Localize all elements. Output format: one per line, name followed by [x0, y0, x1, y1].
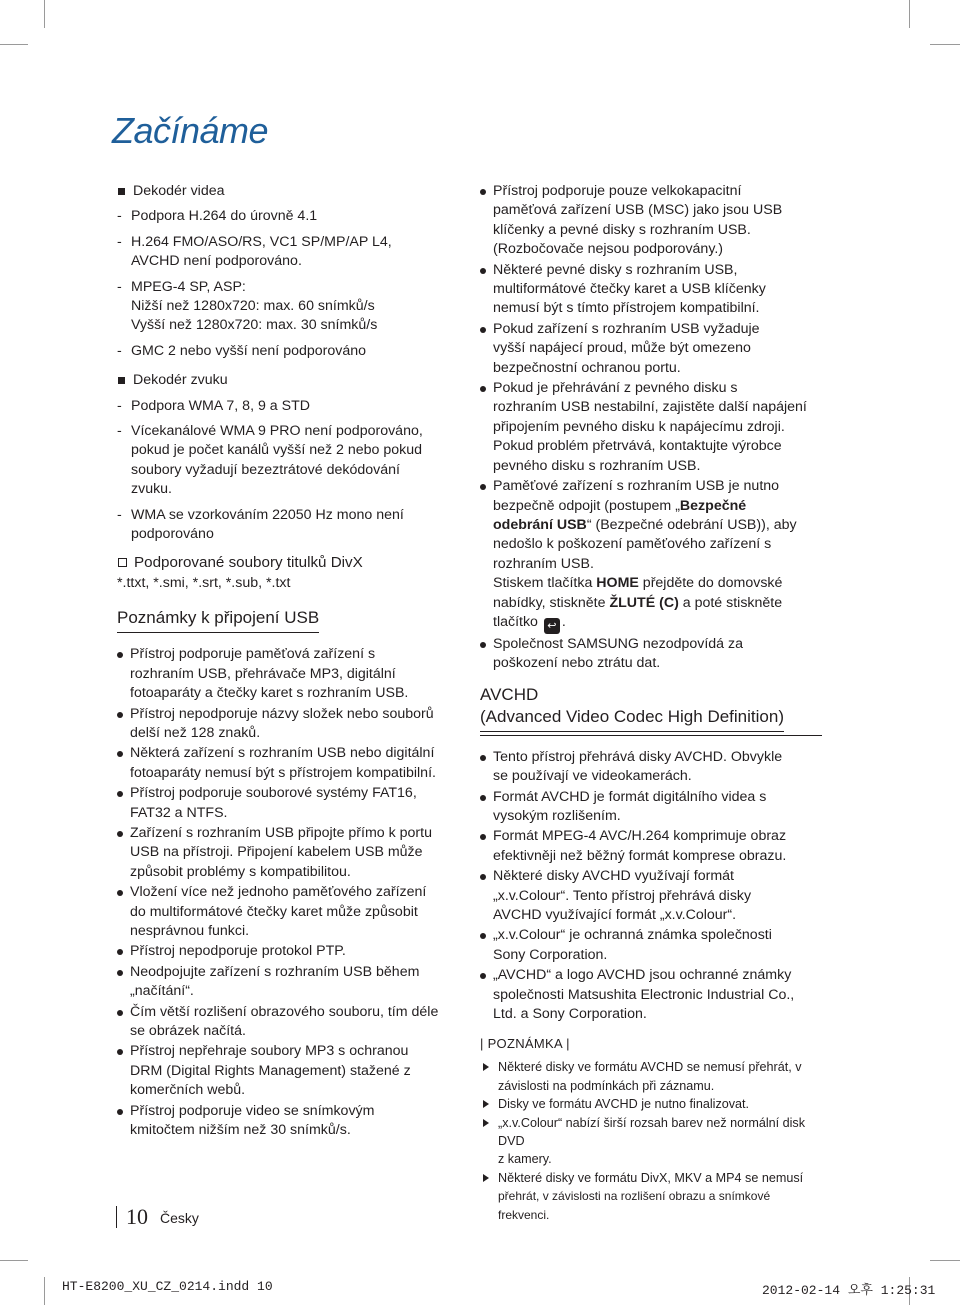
video-item-cont: Vyšší než 1280x720: max. 30 snímků/s: [131, 317, 378, 334]
subtitles-formats: *.ttxt, *.smi, *.srt, *.sub, *.txt: [117, 574, 291, 591]
list-item: Přístroj nepodporuje názvy složek nebo souborů delší než 128 znaků.: [117, 705, 457, 744]
audio-item: - Vícekanálové WMA 9 PRO není podporováno,: [117, 423, 423, 440]
crop-mark: [909, 0, 910, 28]
list-item: Pokud zařízení s rozhraním USB vyžaduje vyšší napájecí proud, může být omezeno bezpečnostní ochranou portu.: [480, 320, 822, 378]
video-item: - MPEG-4 SP, ASP:: [117, 278, 246, 295]
list-item: Přístroj podporuje video se snímkovým kmitočtem nižším než 30 snímků/s.: [117, 1102, 457, 1141]
note-item: Disky ve formátu AVCHD je nutno finalizovat.: [480, 1095, 822, 1113]
note-item: Některé disky ve formátu AVCHD se nemusí přehrát, v závislosti na podmínkách při záznamu.: [480, 1058, 822, 1095]
video-item: - Podpora H.264 do úrovně 4.1: [117, 208, 318, 225]
list-item: Přístroj nepřehraje soubory MP3 s ochranou DRM (Digital Rights Management) stažené z komerčních webů.: [117, 1042, 457, 1100]
page-number: 10: [126, 1204, 148, 1229]
audio-item-cont: soubory vyžadují bezeztrátové dekódování: [131, 461, 400, 478]
avchd-heading: AVCHD (Advanced Video Codec High Definition): [480, 684, 822, 736]
usb-notes-list-continued: [480, 182, 822, 674]
page-title: Začínáme: [112, 110, 269, 151]
crop-mark: [0, 44, 28, 45]
list-item: „AVCHD“ a logo AVCHD jsou ochranné známky společnosti Matsushita Electronic Industrial Co., Ltd. a Sony Corporation.: [480, 966, 822, 1024]
slug-date: 2012-02-14 오후 1:25:31: [762, 1283, 936, 1298]
left-column: [117, 182, 457, 1141]
list-item: Neodpojujte zařízení s rozhraním USB během „načítání“.: [117, 963, 457, 1002]
right-column: [480, 182, 822, 1224]
list-item: „x.v.Colour“ je ochranná známka společnosti Sony Corporation.: [480, 926, 822, 965]
usb-notes-list: [117, 645, 457, 1140]
crop-mark: [44, 1277, 45, 1305]
list-item: Paměťové zařízení s rozhraním USB je nutno bezpečně odpojit (postupem „Bezpečné odebrání USB“ (Bezpečné odebrání USB)), aby nedošlo k poškození paměťového zařízení s rozhraním USB. Stiskem tlačítka HOME přejděte do domovské nabídky, stiskněte ŽLUTÉ (C) a poté stiskněte tlačítko ↩ .: [480, 477, 822, 634]
list-item: Přístroj podporuje souborové systémy FAT16, FAT32 a NTFS.: [117, 784, 457, 823]
avchd-list: [480, 748, 822, 1025]
audio-item-cont: zvuku.: [131, 481, 173, 498]
audio-item-cont: pokud je počet kanálů vyšší než 2 nebo pokud: [131, 442, 423, 459]
list-item: Přístroj nepodporuje protokol PTP.: [117, 942, 457, 961]
video-item-cont: AVCHD není podporováno.: [131, 253, 302, 270]
page-language: Česky: [160, 1210, 199, 1226]
list-item: Přístroj podporuje pouze velkokapacitní paměťová zařízení USB (MSC) jako jsou USB klíčenky a pevné disky s rozhraním USB. (Rozbočovače nejsou podporovány.): [480, 182, 822, 260]
list-item: Některé pevné disky s rozhraním USB, multiformátové čtečky karet a USB klíčenky nemusí být s tímto přístrojem kompatibilní.: [480, 261, 822, 319]
crop-mark: [44, 0, 45, 28]
notes-list: [480, 1058, 822, 1224]
slug-file: HT-E8200_XU_CZ_0214.indd 10: [62, 1279, 273, 1294]
list-item: Společnost SAMSUNG nezodpovídá za poškození nebo ztrátu dat.: [480, 635, 822, 674]
video-item: - GMC 2 nebo vyšší není podporováno: [117, 342, 367, 359]
video-decoder-heading: Dekodér videa: [117, 182, 457, 201]
checkbox-icon: [118, 558, 127, 567]
video-item-cont: Nižší než 1280x720: max. 60 snímků/s: [131, 298, 375, 315]
crop-mark: [0, 1260, 28, 1261]
list-item: Formát MPEG-4 AVC/H.264 komprimuje obraz efektivněji než běžný formát komprese obrazu.: [480, 827, 822, 866]
audio-item: - Podpora WMA 7, 8, 9 a STD: [117, 397, 310, 414]
note-title: | POZNÁMKA |: [480, 1036, 570, 1052]
list-item: Formát AVCHD je formát digitálního videa s vysokým rozlišením.: [480, 788, 822, 827]
subtitles-heading: Podporované soubory titulků DivX: [117, 553, 457, 572]
list-item: Některá zařízení s rozhraním USB nebo digitální fotoaparáty nemusí být s přístrojem kompatibilní.: [117, 744, 457, 783]
audio-decoder-heading: Dekodér zvuku: [117, 371, 457, 390]
return-icon: ↩: [544, 618, 560, 634]
crop-mark: [930, 1260, 960, 1261]
usb-notes-heading: Poznámky k připojení USB: [117, 607, 319, 633]
list-item: Čím větší rozlišení obrazového souboru, tím déle se obrázek načítá.: [117, 1003, 457, 1042]
note-item: Některé disky ve formátu DivX, MKV a MP4 se nemusí přehrát, v závislosti na rozlišení obrazu a snímkové frekvenci.: [480, 1169, 822, 1224]
video-item: - H.264 FMO/ASO/RS, VC1 SP/MP/AP L4,: [117, 233, 392, 250]
list-item: Některé disky AVCHD využívají formát „x.v.Colour“. Tento přístroj přehrává disky AVCHD využívající formát „x.v.Colour“.: [480, 867, 822, 925]
audio-item-cont: podporováno: [131, 526, 214, 543]
note-item: „x.v.Colour“ nabízí širší rozsah barev než normální disk DVD z kamery.: [480, 1114, 822, 1169]
list-item: Tento přístroj přehrává disky AVCHD. Obvykle se používají ve videokamerách.: [480, 748, 822, 787]
crop-mark: [930, 44, 960, 45]
list-item: Přístroj podporuje paměťová zařízení s rozhraním USB, přehrávače MP3, digitální fotoaparáty a čtečky karet s rozhraním USB.: [117, 645, 457, 703]
page-number-divider: [116, 1206, 117, 1228]
audio-item: - WMA se vzorkováním 22050 Hz mono není: [117, 506, 404, 523]
list-item: Pokud je přehrávání z pevného disku s rozhraním USB nestabilní, zajistěte další napájení připojením pevného disku k napájecímu zdroji. Pokud problém přetrvává, kontaktujte výrobce pevného disku s rozhraním USB.: [480, 379, 822, 476]
list-item: Zařízení s rozhraním USB připojte přímo k portu USB na přístroji. Připojení kabelem USB může způsobit problémy s kompatibilitou.: [117, 824, 457, 882]
list-item: Vložení více než jednoho paměťového zařízení do multiformátové čtečky karet může způsobit nesprávnou funkci.: [117, 883, 457, 941]
